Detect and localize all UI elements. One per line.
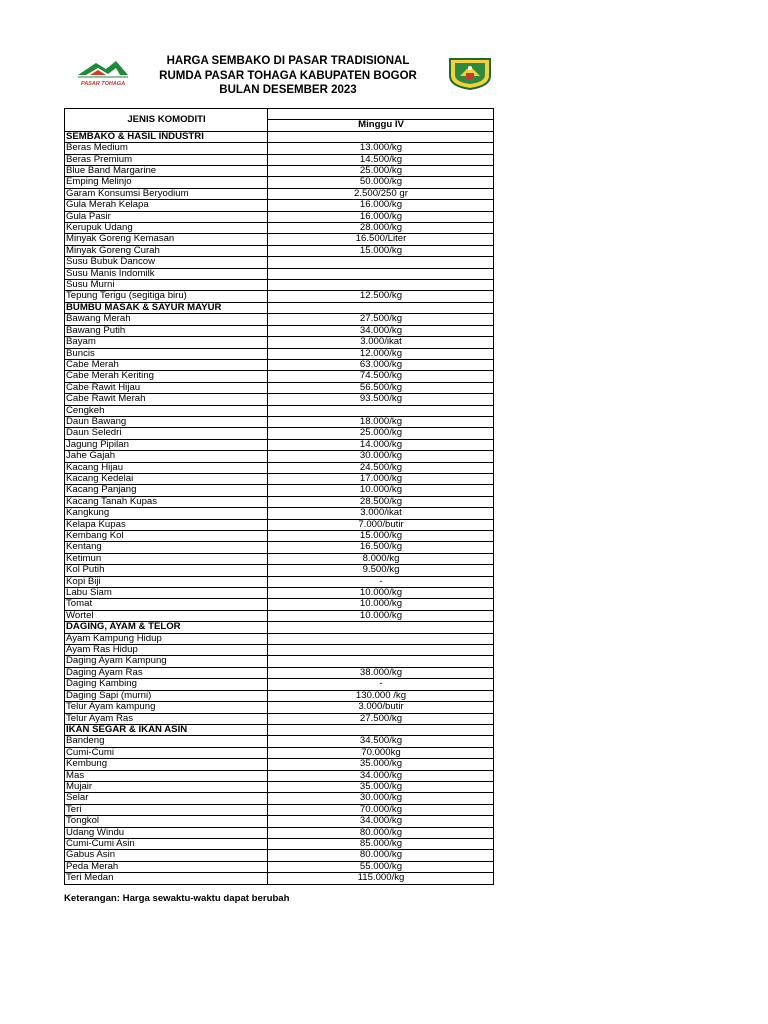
commodity-price: 56.500/kg <box>268 382 494 393</box>
commodity-price: 70.000/kg <box>268 804 494 815</box>
commodity-name: Kopi Biji <box>65 576 268 587</box>
commodity-price: 15.000/kg <box>268 531 494 542</box>
table-row <box>65 314 494 325</box>
commodity-name: Cumi-Cumi Asin <box>65 838 268 849</box>
commodity-price: 16.500/Liter <box>268 234 494 245</box>
table-row <box>65 850 494 861</box>
commodity-name: Kangkung <box>65 508 268 519</box>
table-row <box>65 200 494 211</box>
table-row <box>65 337 494 348</box>
commodity-price: 10.000/kg <box>268 599 494 610</box>
commodity-name: Minyak Goreng Curah <box>65 245 268 256</box>
table-row <box>65 873 494 884</box>
commodity-price: 74.500/kg <box>268 371 494 382</box>
table-row <box>65 576 494 587</box>
commodity-name: Blue Band Margarine <box>65 166 268 177</box>
table-row <box>65 770 494 781</box>
commodity-price: 8.000/kg <box>268 553 494 564</box>
commodity-price: 34.000/kg <box>268 325 494 336</box>
table-row <box>65 154 494 165</box>
table-row <box>65 280 494 291</box>
commodity-name: Daging Ayam Ras <box>65 667 268 678</box>
header-row <box>65 109 494 120</box>
commodity-name: Daun Bawang <box>65 416 268 427</box>
commodity-price: 14.000/kg <box>268 439 494 450</box>
table-row <box>65 359 494 370</box>
table-row <box>65 781 494 792</box>
table-row <box>65 405 494 416</box>
commodity-price <box>268 268 494 279</box>
commodity-name: Gula Pasir <box>65 211 268 222</box>
section-price-cell <box>268 724 494 735</box>
table-row <box>65 861 494 872</box>
commodity-price: 17.000/kg <box>268 473 494 484</box>
commodity-name: Gabus Asin <box>65 850 268 861</box>
table-row <box>65 588 494 599</box>
commodity-price: 30.000/kg <box>268 451 494 462</box>
commodity-price: 55.000/kg <box>268 861 494 872</box>
commodity-price: 14.500/kg <box>268 154 494 165</box>
commodity-name: Cabe Merah <box>65 359 268 370</box>
commodity-name: Kelapa Kupas <box>65 519 268 530</box>
header-top-cell <box>268 109 494 120</box>
commodity-name: Bawang Merah <box>65 314 268 325</box>
commodity-price: 85.000/kg <box>268 838 494 849</box>
table-row <box>65 838 494 849</box>
table-row <box>65 759 494 770</box>
table-row <box>65 177 494 188</box>
section-row <box>65 302 494 313</box>
table-row <box>65 439 494 450</box>
section-price-cell <box>268 622 494 633</box>
table-row <box>65 736 494 747</box>
table-row <box>65 211 494 222</box>
section-row <box>65 131 494 142</box>
price-table-body <box>65 109 494 885</box>
commodity-name: Jahe Gajah <box>65 451 268 462</box>
commodity-price: 3.000/ikat <box>268 508 494 519</box>
table-row <box>65 633 494 644</box>
commodity-name: Teri Medan <box>65 873 268 884</box>
commodity-price: 130.000 /kg <box>268 690 494 701</box>
commodity-price: 80.000/kg <box>268 850 494 861</box>
table-row <box>65 451 494 462</box>
commodity-name: Buncis <box>65 348 268 359</box>
commodity-name: Daging Sapi (murni) <box>65 690 268 701</box>
commodity-name: Telur Ayam kampung <box>65 702 268 713</box>
table-row <box>65 223 494 234</box>
table-row <box>65 610 494 621</box>
commodity-price: 50.000/kg <box>268 177 494 188</box>
table-row <box>65 804 494 815</box>
table-row <box>65 565 494 576</box>
commodity-price <box>268 645 494 656</box>
commodity-price: 12.000/kg <box>268 348 494 359</box>
commodity-price: 27.500/kg <box>268 314 494 325</box>
commodity-name: Kol Putih <box>65 565 268 576</box>
table-row <box>65 542 494 553</box>
commodity-price: 2.500/250 gr <box>268 188 494 199</box>
table-row <box>65 793 494 804</box>
table-row <box>65 268 494 279</box>
section-price-cell <box>268 131 494 142</box>
commodity-price: 10.000/kg <box>268 485 494 496</box>
table-row <box>65 690 494 701</box>
title-line-1: HARGA SEMBAKO DI PASAR TRADISIONAL <box>166 55 410 67</box>
commodity-price <box>268 656 494 667</box>
commodity-price: 3.000/butir <box>268 702 494 713</box>
commodity-name: Peda Merah <box>65 861 268 872</box>
table-row <box>65 473 494 484</box>
commodity-name: Kacang Tanah Kupas <box>65 496 268 507</box>
commodity-price: 10.000/kg <box>268 588 494 599</box>
commodity-name: Cabe Merah Keriting <box>65 371 268 382</box>
table-row <box>65 679 494 690</box>
commodity-name: Telur Ayam Ras <box>65 713 268 724</box>
commodity-name: Bayam <box>65 337 268 348</box>
section-title: DAGING, AYAM & TELOR <box>65 622 268 633</box>
commodity-price: 16.000/kg <box>268 211 494 222</box>
commodity-price: 34.500/kg <box>268 736 494 747</box>
table-row <box>65 713 494 724</box>
table-row <box>65 188 494 199</box>
commodity-name: Beras Premium <box>65 154 268 165</box>
commodity-price <box>268 405 494 416</box>
commodity-price: 70.000kg <box>268 747 494 758</box>
commodity-name: Daun Seledri <box>65 428 268 439</box>
commodity-name: Bandeng <box>65 736 268 747</box>
commodity-price: 25.000/kg <box>268 428 494 439</box>
commodity-name: Mujair <box>65 781 268 792</box>
commodity-price: 28.000/kg <box>268 223 494 234</box>
commodity-name: Kentang <box>65 542 268 553</box>
table-row <box>65 508 494 519</box>
table-row <box>65 462 494 473</box>
section-row <box>65 622 494 633</box>
commodity-name: Ayam Ras Hidup <box>65 645 268 656</box>
section-title: IKAN SEGAR & IKAN ASIN <box>65 724 268 735</box>
table-row <box>65 394 494 405</box>
commodity-price <box>268 257 494 268</box>
commodity-name: Wortel <box>65 610 268 621</box>
commodity-name: Kembang Kol <box>65 531 268 542</box>
section-title: SEMBAKO & HASIL INDUSTRI <box>65 131 268 142</box>
commodity-name: Beras Medium <box>65 143 268 154</box>
table-row <box>65 702 494 713</box>
commodity-price: 10.000/kg <box>268 610 494 621</box>
commodity-name: Susu Manis Indomilk <box>65 268 268 279</box>
table-row <box>65 416 494 427</box>
commodity-price: 25.000/kg <box>268 166 494 177</box>
commodity-name: Labu Siam <box>65 588 268 599</box>
commodity-name: Teri <box>65 804 268 815</box>
commodity-name: Tomat <box>65 599 268 610</box>
commodity-name: Tepung Terigu (segitiga biru) <box>65 291 268 302</box>
commodity-price: 35.000/kg <box>268 781 494 792</box>
table-row <box>65 656 494 667</box>
price-table <box>64 108 494 885</box>
commodity-price: 9.500/kg <box>268 565 494 576</box>
table-row <box>65 599 494 610</box>
svg-text:PASAR TOHAGA: PASAR TOHAGA <box>80 81 126 87</box>
commodity-price: 38.000/kg <box>268 667 494 678</box>
table-row <box>65 325 494 336</box>
commodity-price: 63.000/kg <box>268 359 494 370</box>
commodity-price <box>268 633 494 644</box>
table-row <box>65 531 494 542</box>
commodity-name: Mas <box>65 770 268 781</box>
kabupaten-bogor-emblem <box>446 56 494 90</box>
commodity-price: 115.000/kg <box>268 873 494 884</box>
commodity-price: 18.000/kg <box>268 416 494 427</box>
table-row <box>65 553 494 564</box>
table-row <box>65 245 494 256</box>
table-row <box>65 348 494 359</box>
commodity-price: 13.000/kg <box>268 143 494 154</box>
commodity-price: 16.000/kg <box>268 200 494 211</box>
commodity-price: - <box>268 679 494 690</box>
commodity-name: Gula Merah Kelapa <box>65 200 268 211</box>
commodity-name: Bawang Putih <box>65 325 268 336</box>
section-row <box>65 724 494 735</box>
page-title <box>128 54 448 98</box>
commodity-name: Kacang Kedelai <box>65 473 268 484</box>
table-row <box>65 645 494 656</box>
commodity-price: 34.000/kg <box>268 770 494 781</box>
table-row <box>65 166 494 177</box>
table-row <box>65 827 494 838</box>
table-row <box>65 382 494 393</box>
commodity-name: Daging Kambing <box>65 679 268 690</box>
commodity-name: Cabe Rawit Hijau <box>65 382 268 393</box>
commodity-price: 93.500/kg <box>268 394 494 405</box>
table-row <box>65 234 494 245</box>
commodity-name: Cabe Rawit Merah <box>65 394 268 405</box>
table-row <box>65 667 494 678</box>
commodity-price: 30.000/kg <box>268 793 494 804</box>
commodity-name: Kembung <box>65 759 268 770</box>
commodity-name: Kacang Panjang <box>65 485 268 496</box>
commodity-price: 3.000/ikat <box>268 337 494 348</box>
period-column-header: Minggu IV <box>268 120 494 131</box>
table-row <box>65 257 494 268</box>
commodity-price: 28.500/kg <box>268 496 494 507</box>
table-row <box>65 371 494 382</box>
commodity-name: Ketimun <box>65 553 268 564</box>
table-row <box>65 485 494 496</box>
commodity-name: Emping Melinjo <box>65 177 268 188</box>
table-row <box>65 428 494 439</box>
commodity-name: Cengkeh <box>65 405 268 416</box>
commodity-price <box>268 280 494 291</box>
commodity-price: 12.500/kg <box>268 291 494 302</box>
commodity-price: 15.000/kg <box>268 245 494 256</box>
commodity-name: Kacang Hijau <box>65 462 268 473</box>
pasar-tohaga-logo <box>76 57 130 89</box>
commodity-name: Susu Murni <box>65 280 268 291</box>
commodity-name: Selar <box>65 793 268 804</box>
commodity-price: 27.500/kg <box>268 713 494 724</box>
commodity-price: 80.000/kg <box>268 827 494 838</box>
table-row <box>65 496 494 507</box>
commodity-name: Minyak Goreng Kemasan <box>65 234 268 245</box>
commodity-price: - <box>268 576 494 587</box>
table-row <box>65 143 494 154</box>
commodity-name: Tongkol <box>65 816 268 827</box>
section-title: BUMBU MASAK & SAYUR MAYUR <box>65 302 268 313</box>
commodity-name: Ayam Kampung Hidup <box>65 633 268 644</box>
title-line-2: RUMDA PASAR TOHAGA KABUPATEN BOGOR <box>159 69 417 82</box>
table-row <box>65 291 494 302</box>
commodity-name: Udang Windu <box>65 827 268 838</box>
commodity-name: Jagung Pipilan <box>65 439 268 450</box>
commodity-price: 35.000/kg <box>268 759 494 770</box>
commodity-price: 24.500/kg <box>268 462 494 473</box>
table-row <box>65 747 494 758</box>
footer-note: Keterangan: Harga sewaktu-waktu dapat berubah <box>64 893 290 904</box>
title-line-3: BULAN DESEMBER 2023 <box>219 84 357 96</box>
commodity-column-header: JENIS KOMODITI <box>65 109 268 132</box>
commodity-name: Cumi-Cumi <box>65 747 268 758</box>
commodity-name: Daging Ayam Kampung <box>65 656 268 667</box>
commodity-name: Garam Konsumsi Beryodium <box>65 188 268 199</box>
commodity-price: 7.000/butir <box>268 519 494 530</box>
commodity-price: 34.000/kg <box>268 816 494 827</box>
table-row <box>65 519 494 530</box>
commodity-name: Susu Bubuk Dancow <box>65 257 268 268</box>
commodity-price: 16.500/kg <box>268 542 494 553</box>
commodity-name: Kerupuk Udang <box>65 223 268 234</box>
section-price-cell <box>268 302 494 313</box>
table-row <box>65 816 494 827</box>
